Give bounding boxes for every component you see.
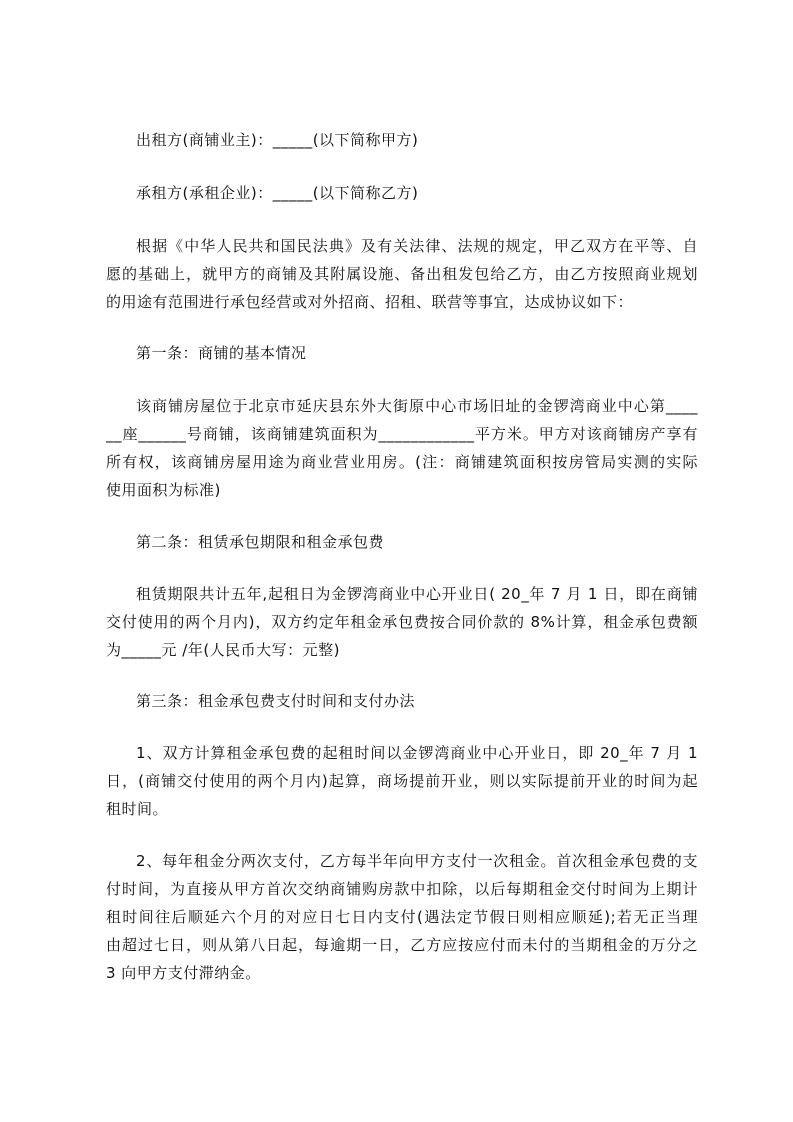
party-a-line: 出租方(商铺业主)：_____(以下简称甲方)	[136, 132, 419, 149]
article-3-clause-1-line: 租时间。	[106, 801, 169, 818]
article-1-title: 第一条：商铺的基本情况	[136, 345, 307, 362]
preamble-line: 愿的基础上，就甲方的商铺及其附属设施、备出租发包给乙方，由乙方按照商业规划	[106, 266, 698, 283]
article-3-clause-2-line: 由超过七日，则从第八日起，每逾期一日，乙方应按应付而未付的当期租金的万分之	[106, 937, 698, 954]
preamble-line: 的用途有范围进行承包经营或对外招商、招租、联营等事宜，达成协议如下：	[106, 294, 634, 311]
article-1-line: 使用面积为标准)	[106, 482, 221, 499]
article-3-clause-2-line: 3 向甲方支付滞纳金。	[106, 965, 261, 982]
article-2-line: 租赁期限共计五年,起租日为金锣湾商业中心开业日( 20_年 7 月 1 日，即在商铺	[136, 586, 698, 603]
article-2-line: 交付使用的两个月内)，双方约定年租金承包费按合同价款的 8%计算，租金承包费额	[106, 614, 698, 631]
article-2-line: 为_____元 /年(人民币大写：元整)	[106, 642, 341, 659]
article-1-line: __座______号商铺，该商铺建筑面积为____________平方米。甲方对该商铺房产享有	[106, 426, 698, 443]
article-2-title: 第二条：租赁承包期限和租金承包费	[136, 534, 385, 551]
article-3-clause-2-line: 2、每年租金分两次支付，乙方每半年向甲方支付一次租金。首次租金承包费的支	[136, 853, 698, 870]
article-3-clause-1-line: 1、双方计算租金承包费的起租时间以金锣湾商业中心开业日，即 20_年 7 月 1	[136, 745, 698, 762]
preamble-line: 根据《中华人民共和国民法典》及有关法律、法规的规定，甲乙双方在平等、自	[136, 238, 698, 255]
article-3-clause-2-line: 租时间往后顺延六个月的对应日七日内支付(遇法定节假日则相应顺延);若无正当理	[106, 909, 698, 926]
article-3-clause-1-line: 日，(商铺交付使用的两个月内)起算，商场提前开业，则以实际提前开业的时间为起	[106, 773, 698, 790]
party-b-line: 承租方(承租企业)：_____(以下简称乙方)	[136, 185, 419, 202]
article-3-clause-2-line: 付时间，为直接从甲方首次交纳商铺购房款中扣除，以后每期租金交付时间为上期计	[106, 881, 698, 898]
article-1-line: 所有权，该商铺房屋用途为商业营业用房。(注：商铺建筑面积按房管局实测的实际	[106, 454, 698, 471]
article-1-line: 该商铺房屋位于北京市延庆县东外大街原中心市场旧址的金锣湾商业中心第____	[136, 398, 698, 415]
article-3-title: 第三条：租金承包费支付时间和支付办法	[136, 693, 416, 710]
